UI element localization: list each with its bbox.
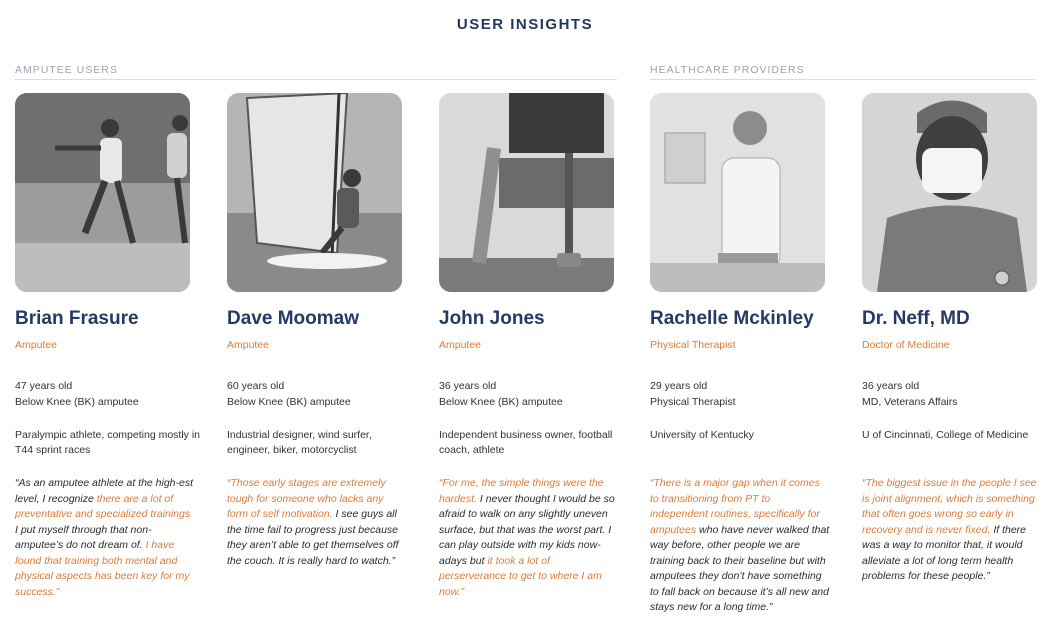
windsurfer-photo-icon [227,93,402,292]
quote-highlight: I have found that training both mental and physical aspects has been key for my success.” [15,539,190,598]
persona-description: Industrial designer, wind surfer, engineer, biker, motorcyclist [227,429,372,456]
persona-role: Amputee [227,339,270,351]
page-title: USER INSIGHTS [456,16,594,33]
prosthetic-leg-photo-icon [439,93,614,292]
persona-name: Dr. Neff, MD [862,308,970,329]
persona-meta [650,378,840,410]
persona-age: 60 years old [227,380,285,392]
quote-highlight: “The biggest issue in the people I see is joint alignment, which is something that often goes wrong so early in recovery and is never fixed. [862,477,1037,536]
quote-text: “As an amputee athlete at the high-est level, I recognize [15,477,194,505]
persona-description: University of Kentucky [650,429,754,441]
section-divider [15,79,617,80]
persona-name: Dave Moomaw [227,308,359,329]
persona-detail: MD, Veterans Affairs [862,396,958,408]
persona-card-dr-neff [862,93,1050,585]
quote-highlight: “For me, the simple things were the hardest. [439,477,604,505]
sprinter-photo-icon [15,93,190,292]
persona-description: U of Cincinnati, College of Medicine [862,429,1029,441]
persona-meta [227,378,417,410]
quote-text: I put myself through that non-amputee’s do not dream of. [15,523,152,551]
quote-highlight: “Those early stages are extremely tough for someone who lacks any form of self motivation. [227,477,386,520]
persona-age: 29 years old [650,380,708,392]
persona-quote [650,476,830,616]
persona-description: Paralympic athlete, competing mostly in T44 sprint races [15,429,200,456]
persona-role: Amputee [15,339,58,351]
quote-highlight: it took a lot of perserverance to get to where I am now.” [439,554,602,598]
persona-name: Brian Frasure [15,308,139,329]
persona-quote [15,476,195,600]
persona-detail: Below Knee (BK) amputee [15,396,139,408]
persona-age: 36 years old [862,380,920,392]
persona-quote [227,476,407,569]
persona-detail: Below Knee (BK) amputee [439,396,563,408]
persona-photo [227,93,402,292]
section-divider [650,79,1035,80]
persona-meta [439,378,629,410]
persona-photo [439,93,614,292]
doctor-photo-icon [862,93,1037,292]
persona-card-dave-moomaw [227,93,417,569]
persona-detail: Physical Therapist [650,396,736,408]
section-label: AMPUTEE USERS [15,64,118,76]
persona-photo [862,93,1037,292]
persona-age: 47 years old [15,380,73,392]
persona-role: Doctor of Medicine [862,339,950,351]
quote-text: who have never walked that way before, other people we are training back to their baseline but with amputees they don’t have something to fall back on because it’s all new and stays new for a long time.” [650,523,830,613]
persona-name: Rachelle Mckinley [650,308,814,329]
therapist-photo-icon [650,93,825,292]
section-label: HEALTHCARE PROVIDERS [650,64,805,76]
persona-card-brian-frasure [15,93,205,600]
quote-text: I never thought I would be so afraid to walk on any slightly uneven surface, but that was the worst part. I can play outside with my kids now-adays but [439,492,615,567]
persona-description: Independent business owner, football coach, athlete [439,429,613,456]
persona-quote [439,476,619,600]
persona-meta [862,378,1050,410]
persona-role: Physical Therapist [650,339,736,351]
quote-highlight: there are a lot of preventative and specialized trainings [15,492,191,520]
quote-text: I see guys all the time fail to progress just because they aren’t able to get themselves off the couch. It is really hard to watch.” [227,508,399,567]
quote-highlight: “There is a major gap when it comes to transitioning from PT to independent routines, specifically for amputees [650,477,820,536]
persona-photo [15,93,190,292]
section-header-amputee-users [15,64,617,82]
persona-role: Amputee [439,339,482,351]
persona-meta [15,378,205,410]
persona-card-john-jones [439,93,629,600]
persona-detail: Below Knee (BK) amputee [227,396,351,408]
persona-photo [650,93,825,292]
persona-card-rachelle-mckinley [650,93,840,616]
persona-quote [862,476,1042,585]
persona-age: 36 years old [439,380,497,392]
persona-name: John Jones [439,308,545,329]
quote-text: If there was a way to monitor that, it would alleviate a lot of long term health problems for these people.” [862,523,1027,582]
section-header-healthcare-providers [650,64,1035,82]
